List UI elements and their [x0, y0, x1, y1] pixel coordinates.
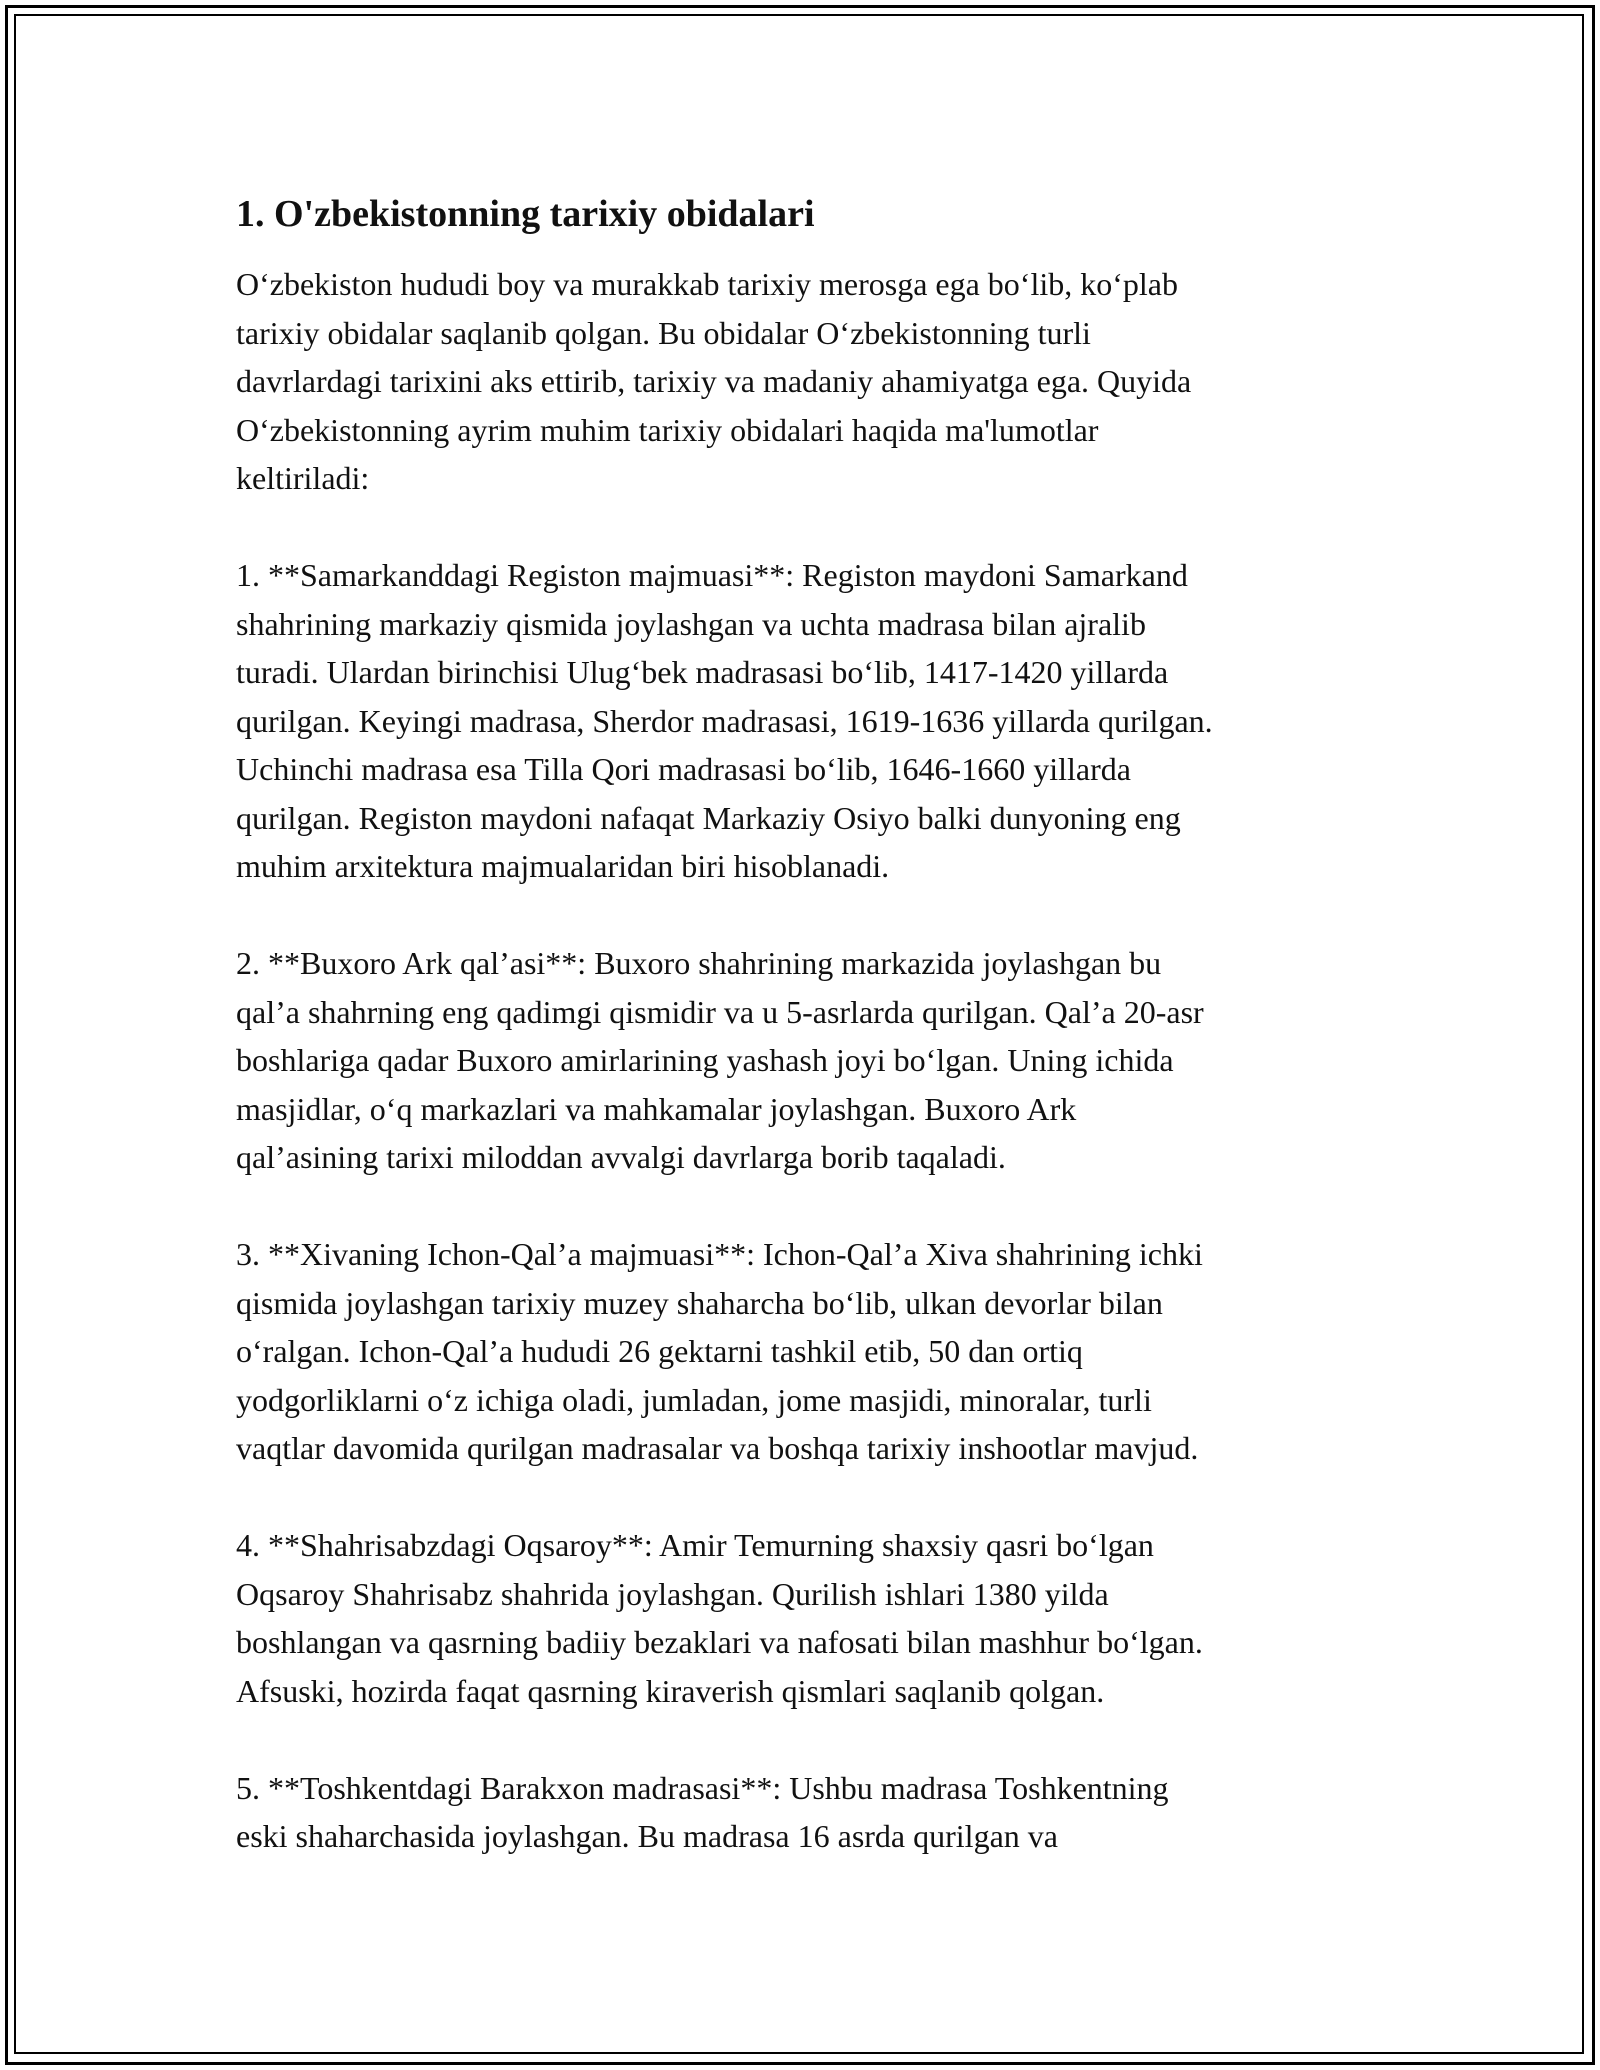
paragraph-oqsaroy: 4. **Shahrisabzdagi Oqsaroy**: Amir Temurning shaxsiy qasri bo‘lgan Oqsaroy Shahrisabz shahrida joylashgan. Qurilish ishlari 1380 yilda boshlangan va qasrning badiiy bezaklari va nafosati bilan mashhur bo‘lgan. Afsuski, hozirda faqat qasrning kiraverish qismlari saqlanib qolgan. — [236, 1527, 1203, 1709]
document-body — [236, 186, 1376, 1861]
paragraph-ichon-qala: 3. **Xivaning Ichon-Qal’a majmuasi**: Ichon-Qal’a Xiva shahrining ichki qismida joylashgan tarixiy muzey shaharcha bo‘lib, ulkan devorlar bilan o‘ralgan. Ichon-Qal’a hududi 26 gektarni tashkil etib, 50 dan ortiq yodgorliklarni o‘z ichiga oladi, jumladan, jome masjidi, minoralar, turli vaqtlar davomida qurilgan madrasalar va boshqa tarixiy inshootlar mavjud. — [236, 1236, 1203, 1466]
paragraph-registon: 1. **Samarkanddagi Registon majmuasi**: Registon maydoni Samarkand shahrining markaziy qismida joylashgan va uchta madrasa bilan ajralib turadi. Ulardan birinchisi Ulug‘bek madrasasi bo‘lib, 1417-1420 yillarda qurilgan. Keyingi madrasa, Sherdor madrasasi, 1619-1636 yillarda qurilgan. Uchinchi madrasa esa Tilla Qori madrasasi bo‘lib, 1646-1660 yillarda qurilgan. Registon maydoni nafaqat Markaziy Osiyo balki dunyoning eng muhim arxitektura majmualaridan biri hisoblanadi. — [236, 557, 1213, 884]
paragraph-barakxon: 5. **Toshkentdagi Barakxon madrasasi**: Ushbu madrasa Toshkentning eski shaharchasida joylashgan. Bu madrasa 16 asrda qurilgan va — [236, 1769, 1169, 1854]
paragraph-buxoro-ark: 2. **Buxoro Ark qal’asi**: Buxoro shahrining markazida joylashgan bu qal’a shahrning eng qadimgi qismidir va u 5-asrlarda qurilgan. Qal’a 20-asr boshlariga qadar Buxoro amirlarining yashash joyi bo‘lgan. Uning ichida masjidlar, o‘q markazlari va mahkamalar joylashgan. Buxoro Ark qal’asining tarixi miloddan avvalgi davrlarga borib taqaladi. — [236, 945, 1204, 1175]
section-heading: 1. O'zbekistonning tarixiy obidalari — [236, 193, 815, 235]
intro-paragraph: O‘zbekiston hududi boy va murakkab tarixiy merosga ega bo‘lib, ko‘plab tarixiy obidalar saqlanib qolgan. Bu obidalar O‘zbekistonning turli davrlardagi tarixini aks ettirib, tarixiy va madaniy ahamiyatga ega. Quyida O‘zbekistonning ayrim muhim tarixiy obidalari haqida ma'lumotlar keltiriladi: — [236, 266, 1192, 496]
